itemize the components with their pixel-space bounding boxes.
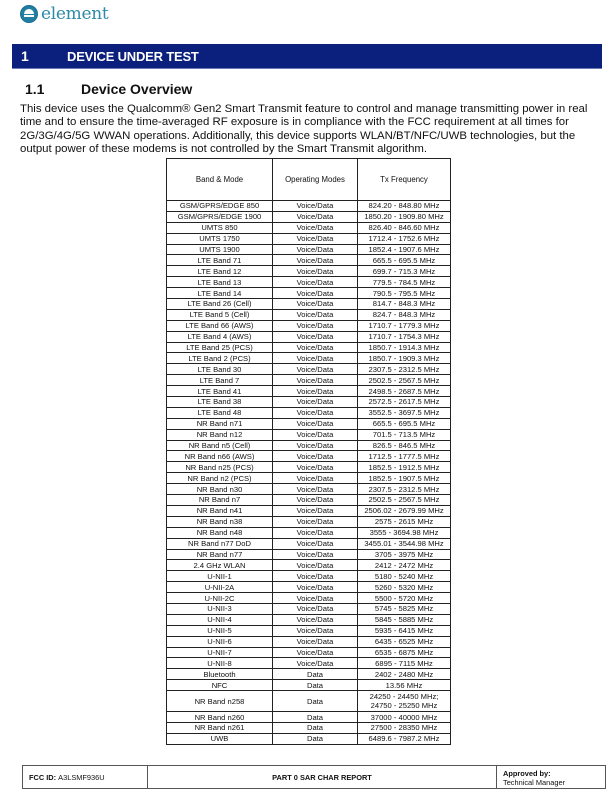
operating-mode-cell: Voice/Data (273, 593, 358, 604)
band-mode-cell: U-NII-3 (167, 603, 273, 614)
tx-frequency-cell: 665.5 - 695.5 MHz (358, 418, 451, 429)
tx-frequency-cell: 5935 - 6415 MHz (358, 625, 451, 636)
tx-frequency-cell: 6895 - 7115 MHz (358, 658, 451, 669)
table-row (167, 516, 451, 527)
operating-mode-cell: Voice/Data (273, 440, 358, 451)
table-row (167, 571, 451, 582)
section-heading-bar (12, 44, 602, 68)
band-mode-cell: NR Band n71 (167, 418, 273, 429)
table-row (167, 266, 451, 277)
tx-frequency-cell: 13.56 MHz (358, 680, 451, 691)
band-mode-cell: LTE Band 30 (167, 364, 273, 375)
page-footer (22, 765, 606, 789)
tx-frequency-cell: 1850.7 - 1909.3 MHz (358, 353, 451, 364)
approved-by-label: Approved by: (503, 769, 551, 778)
approved-by-value: Technical Manager (503, 778, 566, 787)
tx-frequency-cell: 779.5 - 784.5 MHz (358, 277, 451, 288)
operating-mode-cell: Voice/Data (273, 614, 358, 625)
band-mode-cell: NR Band n7 (167, 495, 273, 506)
band-mode-cell: LTE Band 25 (PCS) (167, 342, 273, 353)
logo-text: element (41, 4, 109, 24)
band-mode-cell: LTE Band 14 (167, 288, 273, 299)
fcc-id-cell (23, 766, 148, 789)
tx-frequency-cell: 2412 - 2472 MHz (358, 560, 451, 571)
table-row (167, 233, 451, 244)
band-mode-cell: NR Band n258 (167, 691, 273, 712)
table-row (167, 484, 451, 495)
operating-mode-cell: Voice/Data (273, 364, 358, 375)
table-row (167, 614, 451, 625)
band-mode-cell: NR Band n38 (167, 516, 273, 527)
overview-paragraph: This device uses the Qualcomm® Gen2 Smart Transmit feature to control and manage transmitting power in real time and to ensure the time-averaged RF exposure is in compliance with the FCC requirement at all times for 2G/3G/4G/5G WWAN operations. Additionally, this device supports WLAN/BT/NFC/UWB technologies, but the output power of these modems is not controlled by the Smart Transmit algorithm. (20, 103, 588, 156)
column-header-tx-frequency: Tx Frequency (358, 159, 451, 201)
band-mode-cell: U-NII-7 (167, 647, 273, 658)
band-mode-cell: U-NII-6 (167, 636, 273, 647)
operating-mode-cell: Voice/Data (273, 473, 358, 484)
tx-frequency-line: 24750 - 25250 MHz (370, 701, 438, 711)
table-row (167, 680, 451, 691)
table-header-row (167, 159, 451, 201)
band-mode-cell: GSM/GPRS/EDGE 1900 (167, 211, 273, 222)
tx-frequency-cell: 1850.20 - 1909.80 MHz (358, 211, 451, 222)
operating-mode-cell: Voice/Data (273, 560, 358, 571)
fcc-id-value: A3LSMF936U (58, 772, 105, 782)
table-row (167, 320, 451, 331)
table-row (167, 440, 451, 451)
operating-mode-cell: Voice/Data (273, 201, 358, 212)
table-row (167, 309, 451, 320)
tx-frequency-cell: 814.7 - 848.3 MHz (358, 299, 451, 310)
operating-mode-cell: Voice/Data (273, 386, 358, 397)
band-mode-cell: U-NII-5 (167, 625, 273, 636)
tx-frequency-cell: 5260 - 5320 MHz (358, 582, 451, 593)
tx-frequency-cell: 1850.7 - 1914.3 MHz (358, 342, 451, 353)
tx-frequency-cell: 1852.4 - 1907.6 MHz (358, 244, 451, 255)
operating-mode-cell: Voice/Data (273, 516, 358, 527)
tx-frequency-cell: 1852.5 - 1912.5 MHz (358, 462, 451, 473)
table-row (167, 538, 451, 549)
tx-frequency-cell: 5845 - 5885 MHz (358, 614, 451, 625)
band-mode-cell: LTE Band 13 (167, 277, 273, 288)
band-mode-cell: NR Band n2 (PCS) (167, 473, 273, 484)
tx-frequency-cell: 1710.7 - 1779.3 MHz (358, 320, 451, 331)
table-row (167, 505, 451, 516)
band-mode-cell: NR Band n5 (Cell) (167, 440, 273, 451)
band-mode-cell: LTE Band 38 (167, 397, 273, 408)
tx-frequency-cell: 824.7 - 848.3 MHz (358, 309, 451, 320)
table-row (167, 712, 451, 723)
band-mode-cell: NR Band n48 (167, 527, 273, 538)
table-row (167, 364, 451, 375)
band-mode-cell: LTE Band 4 (AWS) (167, 331, 273, 342)
operating-mode-cell: Voice/Data (273, 397, 358, 408)
operating-mode-cell: Data (273, 722, 358, 733)
band-mode-cell: LTE Band 26 (Cell) (167, 299, 273, 310)
tx-frequency-cell: 2502.5 - 2567.5 MHz (358, 495, 451, 506)
operating-mode-cell: Voice/Data (273, 288, 358, 299)
operating-mode-cell: Voice/Data (273, 255, 358, 266)
tx-frequency-cell: 3455.01 - 3544.98 MHz (358, 538, 451, 549)
operating-mode-cell: Voice/Data (273, 462, 358, 473)
band-mode-cell: NR Band n41 (167, 505, 273, 516)
band-mode-cell: LTE Band 41 (167, 386, 273, 397)
band-mode-cell: NR Band n77 DoD (167, 538, 273, 549)
operating-mode-cell: Voice/Data (273, 375, 358, 386)
table-row (167, 658, 451, 669)
approval-cell (497, 766, 606, 789)
table-row (167, 722, 451, 733)
tx-frequency-cell: 2575 - 2615 MHz (358, 516, 451, 527)
operating-mode-cell: Data (273, 669, 358, 680)
band-mode-cell: UWB (167, 733, 273, 744)
tx-frequency-cell: 826.5 - 846.5 MHz (358, 440, 451, 451)
table-row (167, 386, 451, 397)
table-row (167, 549, 451, 560)
subsection-title: Device Overview (81, 81, 193, 97)
table-row (167, 407, 451, 418)
operating-mode-cell: Voice/Data (273, 582, 358, 593)
band-mode-cell: NR Band n25 (PCS) (167, 462, 273, 473)
band-mode-cell: UMTS 850 (167, 222, 273, 233)
operating-mode-cell: Data (273, 691, 358, 712)
table-row (167, 342, 451, 353)
table-row (167, 429, 451, 440)
band-mode-cell: 2.4 GHz WLAN (167, 560, 273, 571)
table-row (167, 582, 451, 593)
band-mode-cell: U-NII-2A (167, 582, 273, 593)
operating-mode-cell: Voice/Data (273, 266, 358, 277)
table-row (167, 593, 451, 604)
operating-mode-cell: Voice/Data (273, 320, 358, 331)
band-mode-cell: LTE Band 48 (167, 407, 273, 418)
table-row (167, 277, 451, 288)
band-mode-cell: U-NII-1 (167, 571, 273, 582)
table-row (167, 603, 451, 614)
operating-mode-cell: Voice/Data (273, 211, 358, 222)
operating-mode-cell: Voice/Data (273, 571, 358, 582)
operating-mode-cell: Voice/Data (273, 342, 358, 353)
operating-mode-cell: Voice/Data (273, 418, 358, 429)
tx-frequency-cell: 826.40 - 846.60 MHz (358, 222, 451, 233)
table-row (167, 255, 451, 266)
operating-mode-cell: Data (273, 733, 358, 744)
table-row (167, 244, 451, 255)
operating-mode-cell: Voice/Data (273, 625, 358, 636)
operating-mode-cell: Data (273, 712, 358, 723)
tx-frequency-cell: 2498.5 - 2687.5 MHz (358, 386, 451, 397)
band-mode-cell: NR Band n260 (167, 712, 273, 723)
tx-frequency-cell: 37000 - 40000 MHz (358, 712, 451, 723)
operating-mode-cell: Voice/Data (273, 527, 358, 538)
tx-frequency-cell: 5500 - 5720 MHz (358, 593, 451, 604)
operating-mode-cell: Voice/Data (273, 309, 358, 320)
column-header-band-mode: Band & Mode (167, 159, 273, 201)
table-row (167, 636, 451, 647)
operating-mode-cell: Voice/Data (273, 331, 358, 342)
tx-frequency-cell: 2307.5 - 2312.5 MHz (358, 484, 451, 495)
band-mode-cell: LTE Band 71 (167, 255, 273, 266)
table-row (167, 222, 451, 233)
tx-frequency-cell: 3555 - 3694.98 MHz (358, 527, 451, 538)
band-mode-cell: NR Band n66 (AWS) (167, 451, 273, 462)
tx-frequency-cell: 2402 - 2480 MHz (358, 669, 451, 680)
table-row (167, 353, 451, 364)
tx-frequency-cell: 1710.7 - 1754.3 MHz (358, 331, 451, 342)
band-mode-cell: NR Band n12 (167, 429, 273, 440)
section-title: DEVICE UNDER TEST (67, 48, 199, 64)
tx-frequency-cell: 3552.5 - 3697.5 MHz (358, 407, 451, 418)
tx-frequency-cell: 27500 - 28350 MHz (358, 722, 451, 733)
operating-mode-cell: Voice/Data (273, 244, 358, 255)
operating-mode-cell: Data (273, 680, 358, 691)
table-row (167, 647, 451, 658)
tx-frequency-cell: 1852.5 - 1907.5 MHz (358, 473, 451, 484)
table-row (167, 331, 451, 342)
element-logo (20, 4, 108, 24)
table-row (167, 288, 451, 299)
operating-mode-cell: Voice/Data (273, 484, 358, 495)
operating-mode-cell: Voice/Data (273, 407, 358, 418)
table-row (167, 201, 451, 212)
table-row (167, 211, 451, 222)
table-row (167, 375, 451, 386)
band-mode-cell: UMTS 1750 (167, 233, 273, 244)
operating-mode-cell: Voice/Data (273, 658, 358, 669)
operating-mode-cell: Voice/Data (273, 429, 358, 440)
operating-mode-cell: Voice/Data (273, 222, 358, 233)
band-frequency-table (166, 158, 451, 745)
band-mode-cell: Bluetooth (167, 669, 273, 680)
band-mode-cell: LTE Band 12 (167, 266, 273, 277)
tx-frequency-cell: 2307.5 - 2312.5 MHz (358, 364, 451, 375)
band-mode-cell: U-NII-2C (167, 593, 273, 604)
operating-mode-cell: Voice/Data (273, 647, 358, 658)
report-title: PART 0 SAR CHAR REPORT (148, 766, 497, 789)
operating-mode-cell: Voice/Data (273, 549, 358, 560)
tx-frequency-cell: 701.5 - 713.5 MHz (358, 429, 451, 440)
tx-frequency-cell: 2502.5 - 2567.5 MHz (358, 375, 451, 386)
subsection-number: 1.1 (25, 81, 45, 97)
tx-frequency-cell: 824.20 - 848.80 MHz (358, 201, 451, 212)
tx-frequency-cell: 665.5 - 695.5 MHz (358, 255, 451, 266)
band-mode-cell: LTE Band 7 (167, 375, 273, 386)
band-mode-cell: NFC (167, 680, 273, 691)
tx-frequency-cell (358, 691, 451, 712)
tx-frequency-cell: 1712.5 - 1777.5 MHz (358, 451, 451, 462)
band-mode-cell: U-NII-4 (167, 614, 273, 625)
table-row (167, 625, 451, 636)
operating-mode-cell: Voice/Data (273, 277, 358, 288)
tx-frequency-cell: 2506.02 - 2679.99 MHz (358, 505, 451, 516)
tx-frequency-cell: 6535 - 6875 MHz (358, 647, 451, 658)
table-row (167, 462, 451, 473)
table-row (167, 669, 451, 680)
operating-mode-cell: Voice/Data (273, 603, 358, 614)
band-mode-cell: LTE Band 2 (PCS) (167, 353, 273, 364)
tx-frequency-cell: 790.5 - 795.5 MHz (358, 288, 451, 299)
band-mode-cell: NR Band n261 (167, 722, 273, 733)
subsection-heading (25, 81, 192, 97)
operating-mode-cell: Voice/Data (273, 505, 358, 516)
tx-frequency-cell: 2572.5 - 2617.5 MHz (358, 397, 451, 408)
band-mode-cell: LTE Band 5 (Cell) (167, 309, 273, 320)
tx-frequency-cell: 1712.4 - 1752.6 MHz (358, 233, 451, 244)
band-mode-cell: U-NII-8 (167, 658, 273, 669)
operating-mode-cell: Voice/Data (273, 495, 358, 506)
section-number: 1 (21, 48, 29, 64)
fcc-id-label: FCC ID: (29, 772, 57, 782)
element-logo-icon (20, 5, 38, 23)
tx-frequency-cell: 6489.6 - 7987.2 MHz (358, 733, 451, 744)
operating-mode-cell: Voice/Data (273, 233, 358, 244)
tx-frequency-cell: 5180 - 5240 MHz (358, 571, 451, 582)
band-mode-cell: NR Band n77 (167, 549, 273, 560)
operating-mode-cell: Voice/Data (273, 299, 358, 310)
tx-frequency-cell: 5745 - 5825 MHz (358, 603, 451, 614)
operating-mode-cell: Voice/Data (273, 538, 358, 549)
table-row (167, 733, 451, 744)
tx-frequency-cell: 3705 - 3975 MHz (358, 549, 451, 560)
column-header-operating-modes: Operating Modes (273, 159, 358, 201)
band-mode-cell: GSM/GPRS/EDGE 850 (167, 201, 273, 212)
table-row (167, 418, 451, 429)
tx-frequency-cell: 699.7 - 715.3 MHz (358, 266, 451, 277)
table-row (167, 397, 451, 408)
tx-frequency-line: 24250 - 24450 MHz; (369, 692, 439, 702)
band-mode-cell: LTE Band 66 (AWS) (167, 320, 273, 331)
table-row (167, 691, 451, 712)
band-mode-cell: NR Band n30 (167, 484, 273, 495)
table-row (167, 473, 451, 484)
table-row (167, 527, 451, 538)
table-row (167, 451, 451, 462)
table-row (167, 495, 451, 506)
table-row (167, 560, 451, 571)
operating-mode-cell: Voice/Data (273, 353, 358, 364)
tx-frequency-cell: 6435 - 6525 MHz (358, 636, 451, 647)
operating-mode-cell: Voice/Data (273, 451, 358, 462)
band-mode-cell: UMTS 1900 (167, 244, 273, 255)
operating-mode-cell: Voice/Data (273, 636, 358, 647)
table-row (167, 299, 451, 310)
